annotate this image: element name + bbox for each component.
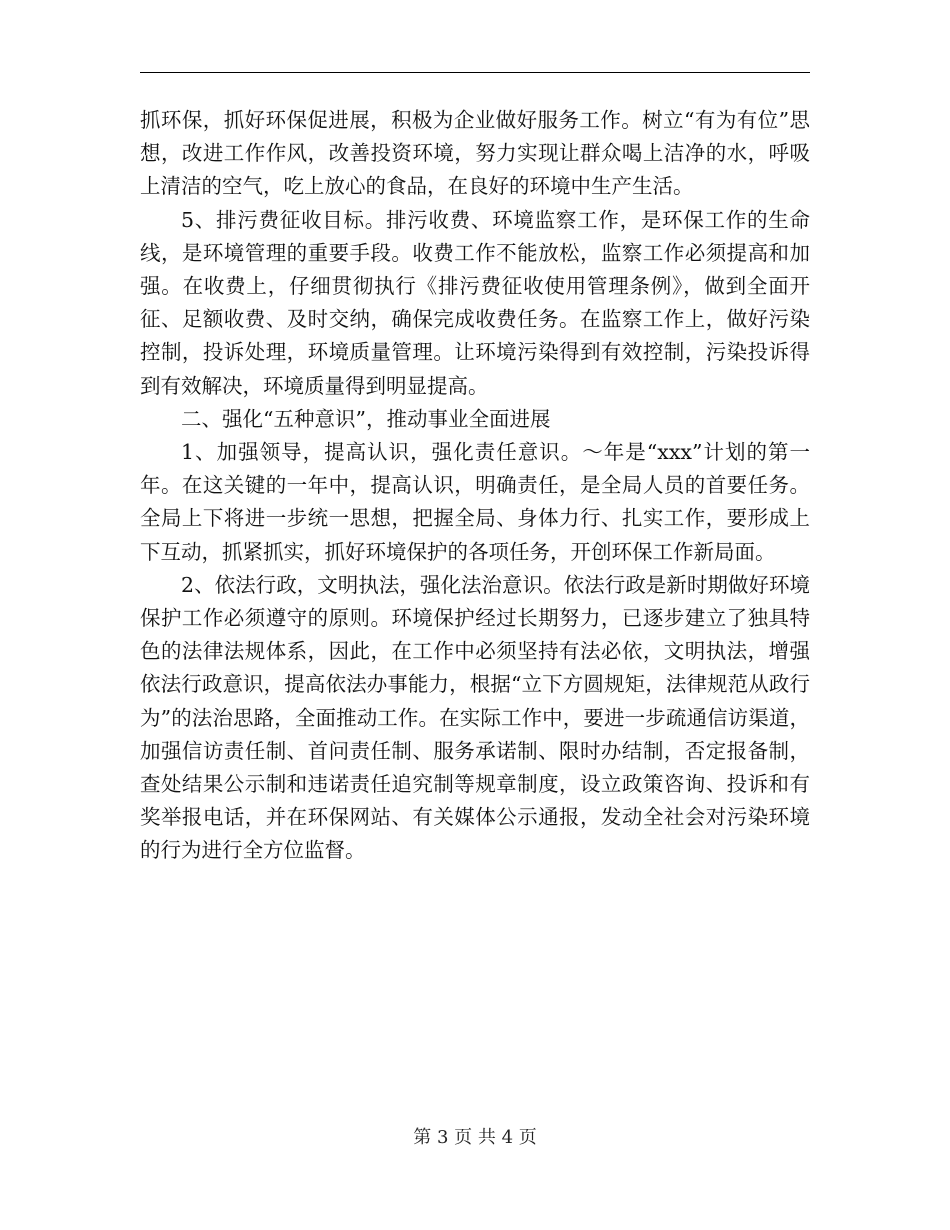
page-number: 第 3 页 共 4 页 — [413, 1127, 537, 1148]
paragraph-2: 5、排污费征收目标。排污收费、环境监察工作，是环保工作的生命线，是环境管理的重要手段。收费工作不能放松，监察工作必须提高和加强。在收费上，仔细贯彻执行《排污费征收使用管理条例》，做到全面开征、足额收费、及时交纳，确保完成收费任务。在监察工作上，做好污染控制，投诉处理，环境质量管理。让环境污染得到有效控制，污染投诉得到有效解决，环境质量得到明显提高。 — [140, 207, 810, 398]
paragraph-3: 1、加强领导，提高认识，强化责任意识。～年是“xxx”计划的第一年。在这关键的一年中，提高认识，明确责任，是全局人员的首要任务。全局上下将进一步统一思想，把握全局、身体力行、扎实工作，要形成上下互动，抓紧抓实，抓好环境保护的各项任务，开创环保工作新局面。 — [140, 440, 810, 564]
paragraph-1: 抓环保，抓好环保促进展，积极为企业做好服务工作。树立“有为有位”思想，改进工作作风，改善投资环境，努力实现让群众喝上洁净的水，呼吸上清洁的空气，吃上放心的食品，在良好的环境中生产生活。 — [140, 108, 810, 199]
paragraph-4: 2、依法行政，文明执法，强化法治意识。依法行政是新时期做好环境保护工作必须遵守的原则。环境保护经过长期努力，已逐步建立了独具特色的法律法规体系，因此，在工作中必须坚持有法必依，文明执法，增强依法行政意识，提高依法办事能力，根据“立下方圆规矩，法律规范从政行为”的法治思路，全面推动工作。在实际工作中，要进一步疏通信访渠道，加强信访责任制、首问责任制、服务承诺制、限时办结制，否定报备制，查处结果公示制和违诺责任追究制等规章制度，设立政策咨询、投诉和有奖举报电话，并在环保网站、有关媒体公示通报，发动全社会对污染环境的行为进行全方位监督。 — [140, 572, 810, 863]
header-rule — [140, 72, 810, 73]
document-body — [140, 104, 810, 868]
section-heading: 二、强化“五种意识”，推动事业全面进展 — [181, 406, 551, 431]
